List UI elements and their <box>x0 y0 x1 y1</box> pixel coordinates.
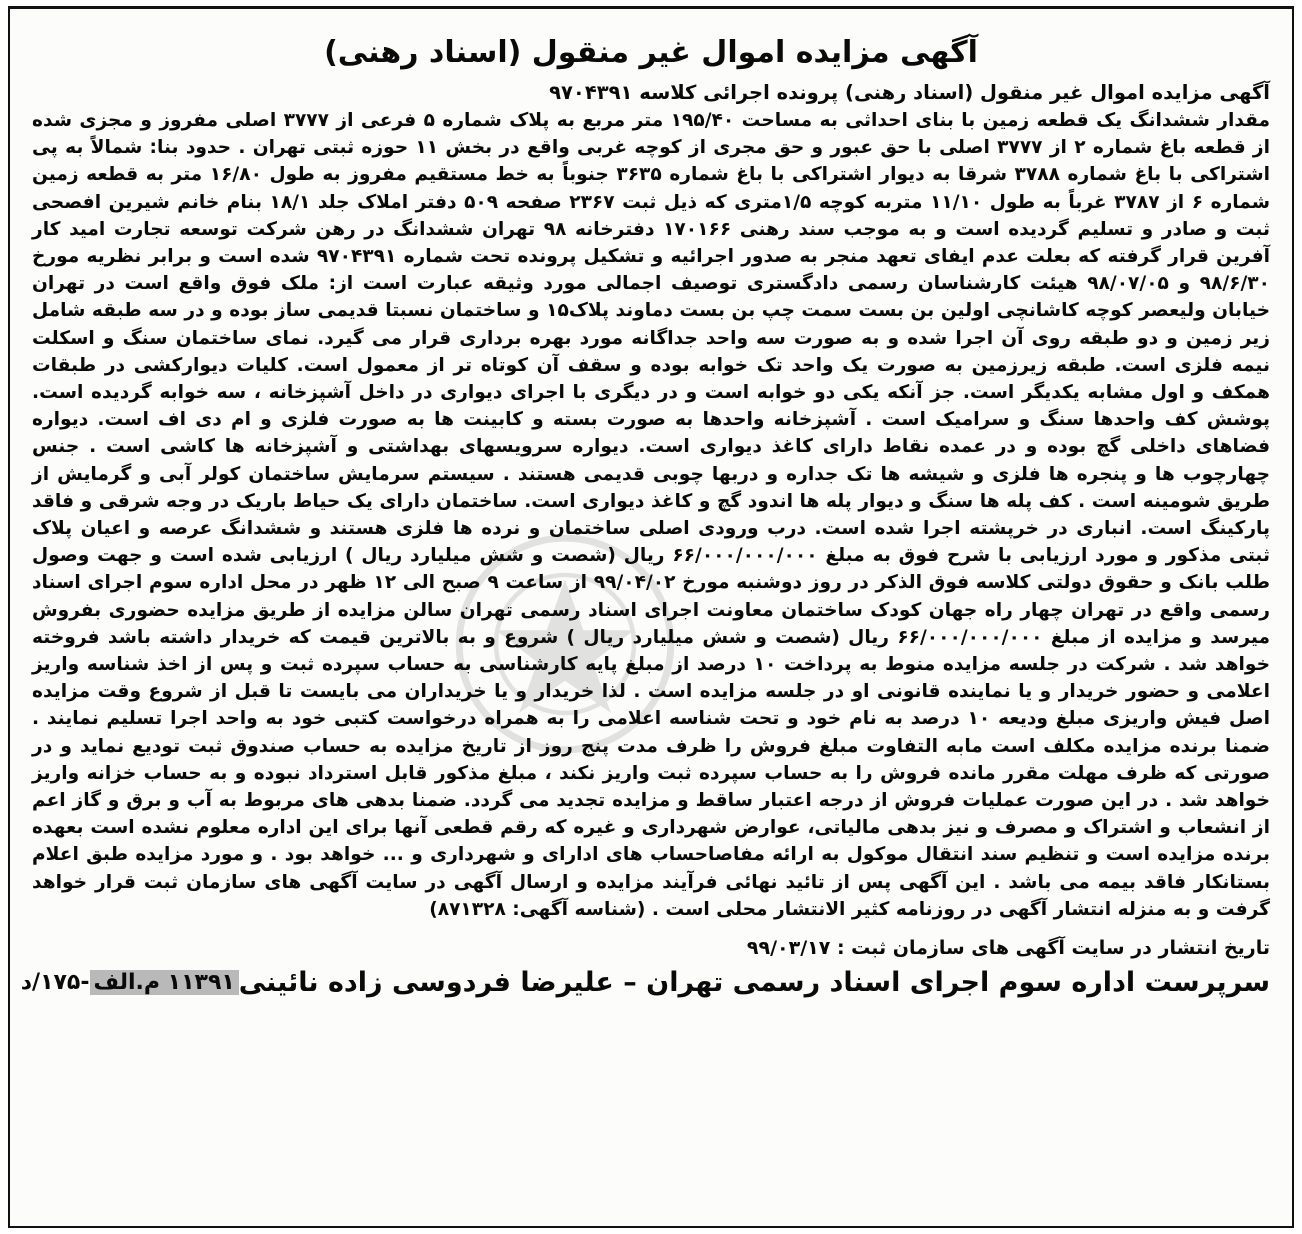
notice-lead: آگهی مزایده اموال غیر منقول (اسناد رهنی) پرونده اجرائی کلاسه ۹۷۰۴۳۹۱ <box>549 81 1270 104</box>
signature-line: سرپرست اداره سوم اجرای اسناد رسمی تهران – علیرضا فردوسی زاده نائینی <box>238 967 1270 999</box>
reference-suffix: -۱۷۵/د <box>20 970 90 996</box>
notice-body: مقدار ششدانگ یک قطعه زمین با بنای احداثی به مساحت ۱۹۵/۴۰ متر مربع به پلاک شماره ۵ فرعی از ۳۷۷۷ اصلی مفروز و مجزی شده از قطعه باغ شماره ۲ از ۳۷۷۷ اصلی با حق عبور و حق مجری از کوچه غربی واقع در بخش ۱۱ حوزه ثبتی تهران . حدود بنا: شمالاً به پی اشتراکی با باغ شماره ۳۷۸۸ شرقا به دیوار اشتراکی با باغ شماره ۳۶۳۵ جنوباً به خط مستقیم مفروز به طول ۱۶/۸۰ متر به قطعه زمین شماره ۶ از ۳۷۸۷ غرباً به طول ۱۱/۱۰ متربه کوچه ۱/۵متری که ذیل ثبت ۲۳۶۷ صفحه ۵۰۹ دفتر املاک جلد ۱۸/۱ بنام خانم شیرین افصحی ثبت و صادر و تسلیم گردیده است و به موجب سند رهنی ۱۷۰۱۶۶ دفترخانه ۹۸ تهران ششدانگ در رهن شرکت توسعه تجارت امید کار آفرین قرار گرفته که بعلت عدم ایفای تعهد منجر به صدور اجرائیه و تشکیل پرونده تحت شماره ۹۷۰۴۳۹۱ شده است و برابر نظریه مورخ ۹۸/۶/۳۰ و ۹۸/۰۷/۰۵ هیئت کارشناسان رسمی دادگستری توصیف اجمالی مورد وثیقه عبارت است از: ملک فوق واقع است در تهران خیابان ولیعصر کوچه کاشانچی اولین بن بست سمت چپ بن بست دماوند پلاک۱۵ و ساختمان نسبتا قدیمی ساز بوده و در سه طبقه شامل زیر زمین و دو طبقه روی آن اجرا شده و به صورت سه واحد جداگانه مورد بهره برداری قرار می گیرد. نمای ساختمان سنگ و اسکلت نیمه فلزی است. طبقه زیرزمین به صورت یک واحد تک خوابه بوده و سقف آن کوتاه تر از معمول است. کلیات دیوارکشی در طبقات همکف و اول مشابه یکدیگر است. جز آنکه یکی دو خوابه است و در دیگری با اجرای دیواری در داخل آشپزخانه ، سه خوابه گردیده است. پوشش کف واحدها سنگ و سرامیک است . آشپزخانه واحدها به صورت بسته و کابینت ها به صورت فلزی و ام دی اف است. دیواره فضاهای داخلی گچ بوده و در عمده نقاط دارای کاغذ دیواری است. دیواره سرویسهای بهداشتی و آشپزخانه ها کاشی است . جنس چهارچوب ها و پنجره ها فلزی و شیشه ها تک جداره و دربها چوبی قدیمی هستند . سیستم سرمایش ساختمان کولر آبی و گرمایش از طریق شومینه است . کف پله ها سنگ و دیوار پله ها اندود گچ و کاغذ دیواری است. ساختمان دارای یک حیاط باریک در وجه شرقی و فاقد پارکینگ است. انباری در خرپشته اجرا شده است. درب ورودی اصلی ساختمان و نرده ها فلزی هستند و ششدانگ عرصه و اعیان پلاک ثبتی مذکور و مورد ارزیابی با شرح فوق به مبلغ ۶۶/۰۰۰/۰۰۰/۰۰۰ ریال (شصت و شش میلیارد ریال ) ارزیابی شده است و جهت وصول طلب بانک و حقوق دولتی کلاسه فوق الذکر در روز دوشنبه مورخ ۹۹/۰۴/۰۲ از ساعت ۹ صبح الی ۱۲ ظهر در محل اداره سوم اجرای اسناد رسمی واقع در تهران چهار راه جهان کودک ساختمان معاونت اجرای اسناد رسمی تهران سالن مزایده از طریق مزایده حضوری بفروش میرسد و مزایده از مبلغ ۶۶/۰۰۰/۰۰۰/۰۰۰ ریال (شصت و شش میلیارد ریال ) شروع و به بالاترین قیمت که خریدار داشته باشد فروخته خواهد شد . شرکت در جلسه مزایده منوط به پرداخت ۱۰ درصد از مبلغ پایه کارشناسی به حساب سپرده ثبت و پس از اخذ شناسه واریز اعلامی و حضور خریدار و یا نماینده قانونی او در جلسه مزایده است . لذا خریدار و یا خریداران می بایست تا قبل از شروع وقت مزایده اصل فیش واریزی مبلغ ودیعه ۱۰ درصد به نام خود و تحت شناسه اعلامی را به همراه درخواست کتبی خود به واحد اجرا تسلیم نمایند . ضمنا برنده مزایده مکلف است مابه التفاوت مبلغ فروش را ظرف مدت پنج روز از تاریخ مزایده به حساب صندوق ثبت تودیع نماید و در صورتی که ظرف مهلت مقرر مانده فروش را به حساب سپرده ثبت واریز نکند ، مبلغ مذکور قابل استرداد نبوده و به حساب خزانه واریز خواهد شد . در این صورت عملیات فروش از درجه اعتبار ساقط و مزایده تجدید می گردد. ضمنا بدهی های مربوط به آب و برق و گاز اعم از انشعاب و اشتراک و مصرف و نیز بدهی مالیاتی، عوارض شهرداری و غیره که رقم قطعی آنها برای این اداره معلوم نشده است بعهده برنده مزایده است و تنظیم سند انتقال موکول به ارائه مفاصاحساب های ادارای و شهرداری و ... خواهد بود . و مورد مزایده طبق اعلام بستانکار فاقد بیمه می باشد . این آگهی پس از تائید نهائی فرآیند مزایده و ارسال آگهی در سایت آگهی های سازمان ثبت قرار خواهد گرفت و به منزله انتشار آگهی در روزنامه کثیر الانتشار محلی است . (شناسه آگهی: ۸۷۱۳۲۸) <box>32 110 1271 920</box>
notice-title: آگهی مزایده اموال غیر منقول (اسناد رهنی) <box>324 35 978 70</box>
reference-number <box>21 966 239 1000</box>
notice-footer <box>20 965 1270 1001</box>
publish-date-line: تاریخ انتشار در سایت آگهی های سازمان ثبت : ۹۹/۰۳/۱۷ <box>746 937 1270 960</box>
notice-content <box>20 31 1271 1216</box>
notice-sheet <box>8 6 1294 1228</box>
reference-highlight: ۱۱۳۹۱ م.الف <box>90 970 239 995</box>
